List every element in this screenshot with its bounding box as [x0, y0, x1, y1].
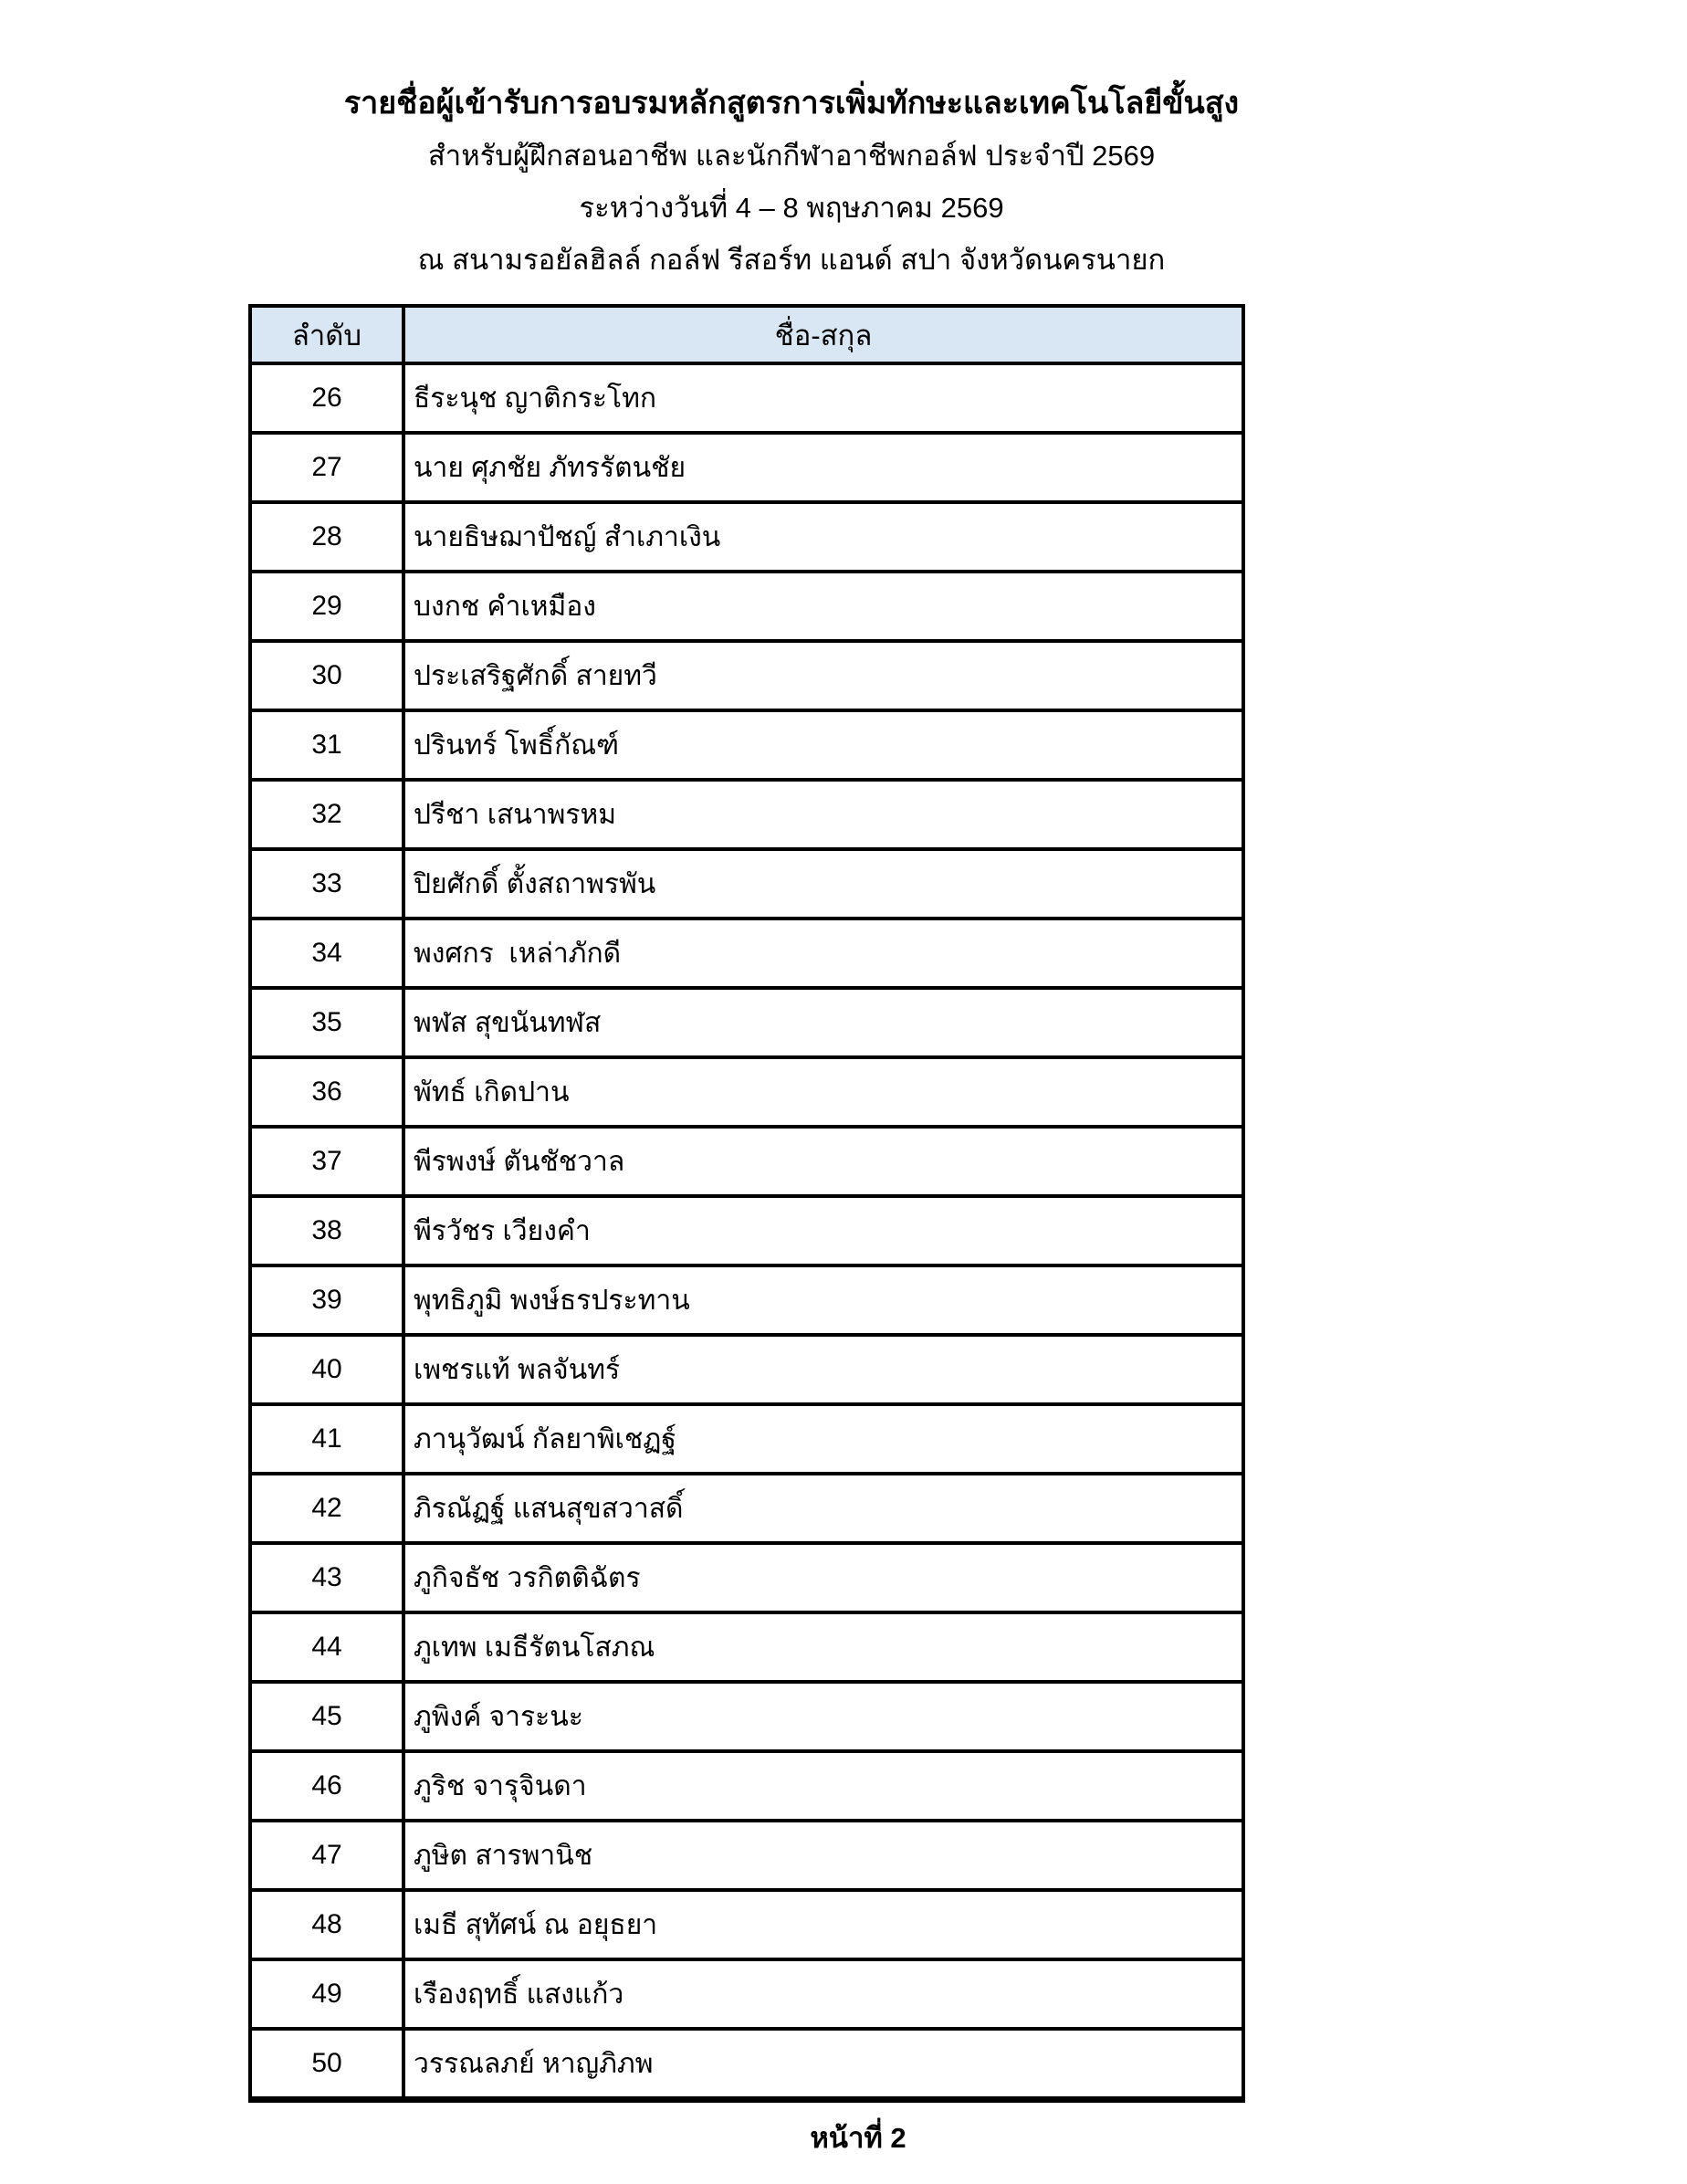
row-name: ปรินทร์ โพธิ์กัณฑ์ [403, 710, 1243, 780]
table-row [250, 2029, 1243, 2100]
table-row [250, 1543, 1243, 1612]
row-name: นายธิษฌาปัชญ์ สำเภาเงิน [403, 502, 1243, 572]
row-name: ภิรณัฏฐ์ แสนสุขสวาสดิ์ [403, 1474, 1243, 1543]
table-row [250, 1057, 1243, 1127]
row-name: เรืองฤทธิ์ แสงแก้ว [403, 1959, 1243, 2029]
row-name: เมธี สุทัศน์ ณ อยุธยา [403, 1890, 1243, 1959]
table-row [250, 1751, 1243, 1821]
table-row [250, 710, 1243, 780]
row-number: 36 [250, 1057, 403, 1127]
table-row [250, 849, 1243, 919]
document-subtitle-venue: ณ สนามรอยัลฮิลล์ กอล์ฟ รีสอร์ท แอนด์ สปา จังหวัดนครนายก [417, 244, 1166, 276]
table-row [250, 363, 1243, 433]
document-subtitle-audience: สำหรับผู้ฝึกสอนอาชีพ และนักกีฬาอาชีพกอล์ฟ ประจำปี 2569 [427, 140, 1156, 172]
row-name: พุทธิภูมิ พงษ์ธรประทาน [403, 1265, 1243, 1335]
table-row [250, 1890, 1243, 1959]
table-header-row [250, 306, 1243, 363]
row-number: 49 [250, 1959, 403, 2029]
row-name: ภูเทพ เมธีรัตนโสภณ [403, 1612, 1243, 1682]
row-number: 46 [250, 1751, 403, 1821]
row-number: 35 [250, 988, 403, 1057]
table-row [250, 1682, 1243, 1751]
table-row [250, 572, 1243, 641]
table-row [250, 1404, 1243, 1474]
row-name: พัทธ์ เกิดปาน [403, 1057, 1243, 1127]
row-name: ปิยศักดิ์ ตั้งสถาพรพัน [403, 849, 1243, 919]
row-name: ภูกิจธัช วรกิตติฉัตร [403, 1543, 1243, 1612]
table-row [250, 1335, 1243, 1404]
document-title: รายชื่อผู้เข้ารับการอบรมหลักสูตรการเพิ่มทักษะและเทคโนโลยีขั้นสูง [343, 86, 1240, 121]
row-number: 31 [250, 710, 403, 780]
row-name: ธีระนุช ญาติกระโทก [403, 363, 1243, 433]
row-number: 26 [250, 363, 403, 433]
table-row [250, 433, 1243, 502]
column-header-number: ลำดับ [250, 306, 403, 363]
document-subtitle-dates: ระหว่างวันที่ 4 – 8 พฤษภาคม 2569 [579, 192, 1004, 224]
table-row [250, 988, 1243, 1057]
row-number: 38 [250, 1196, 403, 1265]
row-number: 43 [250, 1543, 403, 1612]
row-number: 47 [250, 1821, 403, 1890]
table-row [250, 1196, 1243, 1265]
participants-table [248, 304, 1245, 2103]
row-name: บงกช คำเหมือง [403, 572, 1243, 641]
row-number: 42 [250, 1474, 403, 1543]
table-row [250, 1127, 1243, 1196]
row-number: 29 [250, 572, 403, 641]
table-body [250, 363, 1243, 2100]
column-header-name: ชื่อ-สกุล [403, 306, 1243, 363]
row-name: ภูริช จารุจินดา [403, 1751, 1243, 1821]
row-name: พฬส สุขนันทฬส [403, 988, 1243, 1057]
table-row [250, 1265, 1243, 1335]
row-name: พีรวัชร เวียงคำ [403, 1196, 1243, 1265]
row-number: 28 [250, 502, 403, 572]
table-row [250, 1474, 1243, 1543]
row-name: พีรพงษ์ ตันชัชวาล [403, 1127, 1243, 1196]
row-number: 48 [250, 1890, 403, 1959]
row-number: 27 [250, 433, 403, 502]
row-number: 41 [250, 1404, 403, 1474]
row-number: 30 [250, 641, 403, 710]
row-number: 37 [250, 1127, 403, 1196]
table-row [250, 1612, 1243, 1682]
table-row [250, 1959, 1243, 2029]
table-row [250, 641, 1243, 710]
row-name: ภานุวัฒน์ กัลยาพิเชฏฐ์ [403, 1404, 1243, 1474]
row-name: ภูษิต สารพานิช [403, 1821, 1243, 1890]
row-number: 34 [250, 919, 403, 988]
table-row [250, 919, 1243, 988]
row-name: นาย ศุภชัย ภัทรรัตนชัย [403, 433, 1243, 502]
table-row [250, 1821, 1243, 1890]
row-name: ภูพิงค์ จาระนะ [403, 1682, 1243, 1751]
table-row [250, 502, 1243, 572]
row-name: ปรีชา เสนาพรหม [403, 780, 1243, 849]
row-name: เพชรแท้ พลจันทร์ [403, 1335, 1243, 1404]
row-number: 40 [250, 1335, 403, 1404]
table-row [250, 780, 1243, 849]
row-number: 45 [250, 1682, 403, 1751]
row-number: 33 [250, 849, 403, 919]
row-name: ประเสริฐศักดิ์ สายทวี [403, 641, 1243, 710]
row-number: 39 [250, 1265, 403, 1335]
row-number: 32 [250, 780, 403, 849]
row-number: 44 [250, 1612, 403, 1682]
page-number: หน้าที่ 2 [810, 2122, 906, 2154]
row-name: วรรณลภย์ หาญภิภพ [403, 2029, 1243, 2100]
row-name: พงศกร เหล่าภักดี [403, 919, 1243, 988]
document-header [248, 77, 1335, 286]
row-number: 50 [250, 2029, 403, 2100]
